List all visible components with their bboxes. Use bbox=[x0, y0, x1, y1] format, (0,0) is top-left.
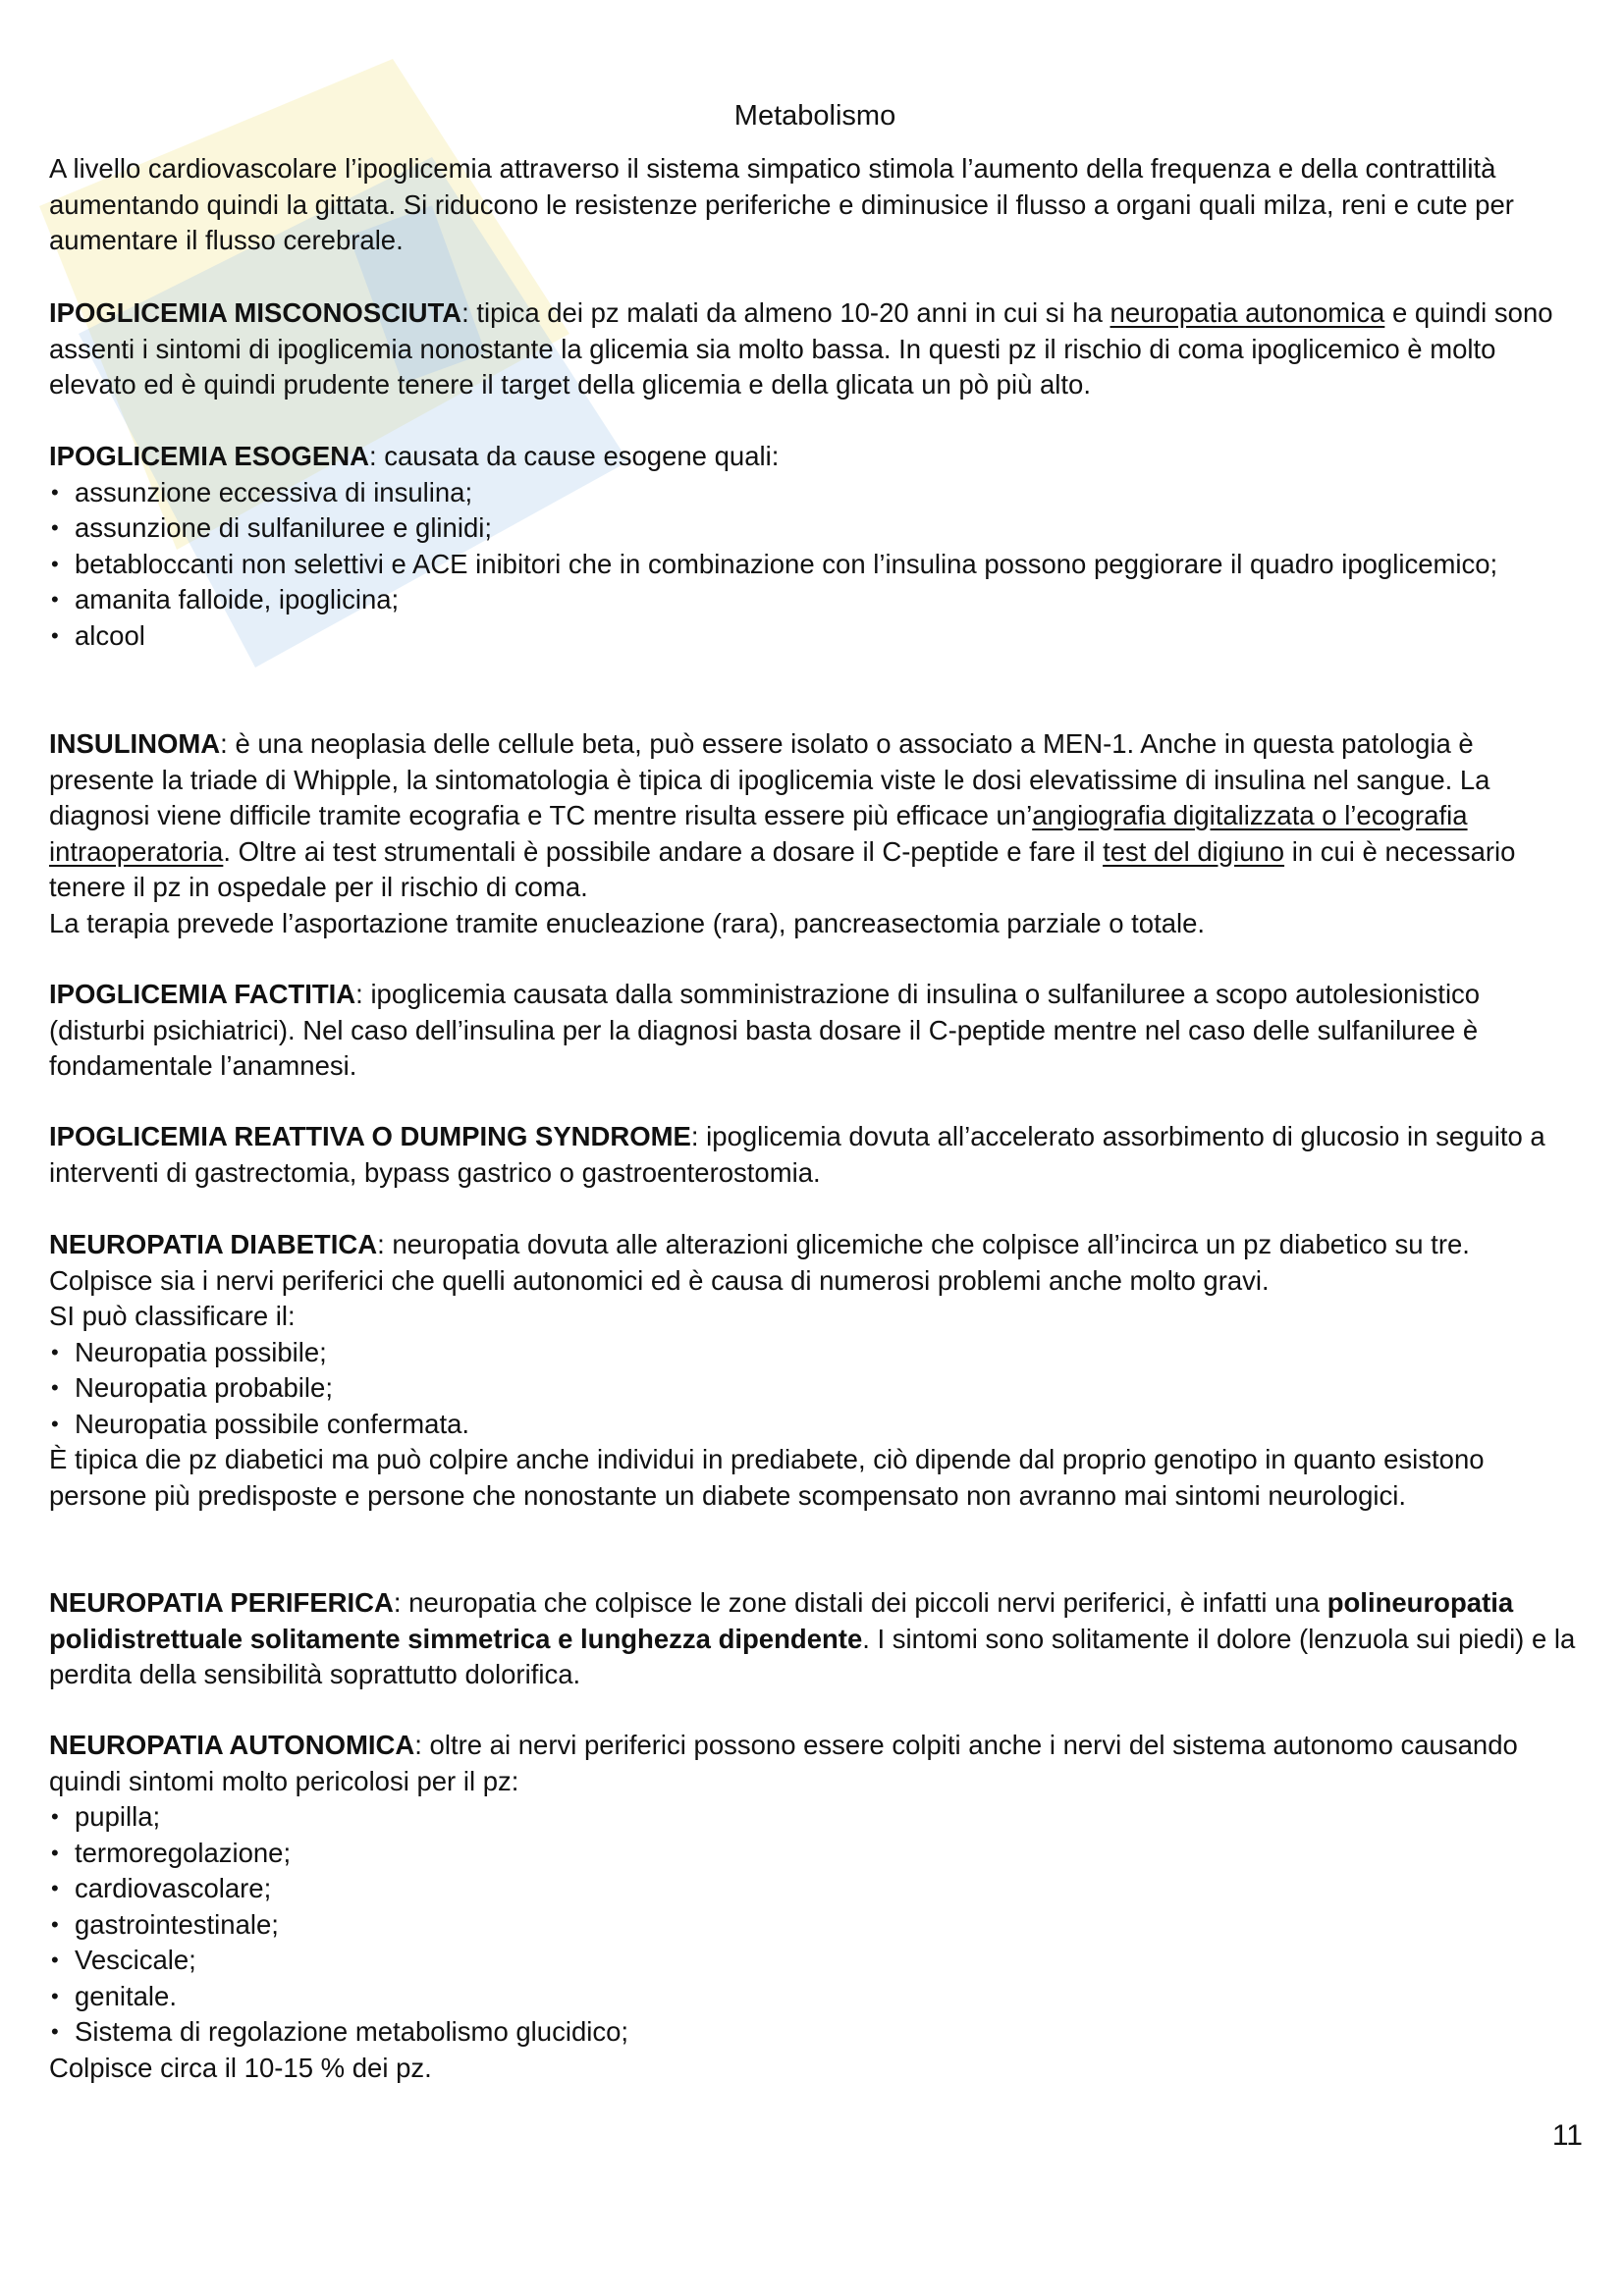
factitia-text-1: : ipoglicemia causata dalla somministrazione di insulina o sulfaniluree a scopo autolesionistico (disturbi psichiatrici). Nel caso dell’insulina per la diagnosi basta dosare il C-peptide mentre nel caso delle sulfaniluree è fondamentale l’anamnesi. bbox=[49, 979, 1481, 1081]
reattiva-text-1: : ipoglicemia dovuta all’accelerato assorbimento di glucosio in seguito a interventi di gastrectomia, bypass gastrico o gastroenterostomia. bbox=[49, 1121, 1545, 1188]
insulinoma-heading: INSULINOMA bbox=[49, 728, 221, 759]
diabetica-heading: NEUROPATIA DIABETICA bbox=[49, 1229, 378, 1259]
misconosciuta-paragraph bbox=[49, 295, 1581, 403]
section-neuropatia-periferica bbox=[49, 1585, 1581, 1693]
autonomica-list bbox=[49, 1799, 1581, 2051]
list-item: • Neuropatia probabile; bbox=[49, 1370, 1581, 1407]
diabetica-paragraph bbox=[49, 1227, 1581, 1299]
insulinoma-underlined-2: test del digiuno bbox=[1103, 835, 1285, 867]
insulinoma-underlined-1: angiografia digitalizzata o l’ecografia intraoperatoria bbox=[49, 800, 1468, 867]
insulinoma-text-1: : è una neoplasia delle cellule beta, può essere isolato o associato a MEN-1. Anche in questa patologia è presente la triade di Whipple, la sintomatologia è tipica di ipoglicemia viste le dosi elevatissime di insulina nel sangue. La diagnosi viene difficile tramite ecografia e TC mentre risulta essere più efficace un’ bbox=[49, 728, 1490, 830]
misconosciuta-heading: IPOGLICEMIA MISCONOSCIUTA bbox=[49, 297, 462, 328]
intro-text: A livello cardiovascolare l’ipoglicemia attraverso il sistema simpatico stimola l’aumento della frequenza e della contrattilità aumentando quindi la gittata. Si riducono le resistenze periferiche e diminusice il flusso a organi quali milza, reni e cute per aumentare il flusso cerebrale. bbox=[49, 153, 1514, 255]
insulinoma-text-3: in cui è necessario tenere il pz in ospedale per il rischio di coma. bbox=[49, 835, 1516, 902]
list-item: • genitale. bbox=[49, 1979, 1581, 2015]
section-ipoglicemia-factitia bbox=[49, 977, 1581, 1085]
section-insulinoma bbox=[49, 726, 1581, 941]
list-item: • betabloccanti non selettivi e ACE inibitori che in combinazione con l’insulina possono peggiorare il quadro ipoglicemico; bbox=[49, 547, 1581, 583]
list-item: • cardiovascolare; bbox=[49, 1871, 1581, 1907]
esogena-list bbox=[49, 475, 1581, 655]
insulinoma-text-2: . Oltre ai test strumentali è possibile andare a dosare il C-peptide e fare il bbox=[223, 835, 1104, 867]
periferica-bold: polineuropatia polidistrettuale solitamente simmetrica e lunghezza dipendente bbox=[49, 1587, 1514, 1654]
periferica-text-1: : neuropatia che colpisce le zone distali dei piccoli nervi periferici, è infatti una bbox=[393, 1587, 1327, 1618]
diabetica-note: È tipica die pz diabetici ma può colpire anche individui in prediabete, ciò dipende dal proprio genotipo in quanto esistono persone più predisposte e persone che nonostante un diabete scompensato non avranno mai sintomi neurologici. bbox=[49, 1444, 1485, 1511]
section-ipoglicemia-misconosciuta bbox=[49, 295, 1581, 403]
autonomica-summary: Colpisce circa il 10-15 % dei pz. bbox=[49, 2052, 432, 2083]
esogena-text-1: : causata da cause esogene quali: bbox=[368, 441, 780, 471]
list-item: • assunzione eccessiva di insulina; bbox=[49, 475, 1581, 511]
list-item: • Vescicale; bbox=[49, 1943, 1581, 1979]
intro-paragraph bbox=[49, 151, 1581, 259]
misconosciuta-text-1: : tipica dei pz malati da almeno 10-20 anni in cui si ha bbox=[461, 297, 1110, 328]
reattiva-paragraph bbox=[49, 1119, 1581, 1191]
insulinoma-paragraph bbox=[49, 726, 1581, 906]
list-item: • gastrointestinale; bbox=[49, 1907, 1581, 1944]
section-neuropatia-diabetica bbox=[49, 1227, 1581, 1514]
periferica-heading: NEUROPATIA PERIFERICA bbox=[49, 1587, 394, 1618]
list-item: • termoregolazione; bbox=[49, 1836, 1581, 1872]
diabetica-list bbox=[49, 1335, 1581, 1443]
page-title: Metabolismo bbox=[733, 100, 896, 132]
list-item: • assunzione di sulfaniluree e glinidi; bbox=[49, 510, 1581, 547]
list-item: • amanita falloide, ipoglicina; bbox=[49, 582, 1581, 618]
autonomica-paragraph bbox=[49, 1728, 1581, 1799]
esogena-heading: IPOGLICEMIA ESOGENA bbox=[49, 441, 369, 471]
list-item: • alcool bbox=[49, 618, 1581, 655]
list-item: • Sistema di regolazione metabolismo glucidico; bbox=[49, 2014, 1581, 2051]
esogena-intro bbox=[49, 439, 1581, 475]
diabetica-text-1: : neuropatia dovuta alle alterazioni glicemiche che colpisce all’incirca un pz diabetico su tre. Colpisce sia i nervi periferici che quelli autonomici ed è causa di numerosi problemi anche molto gravi. bbox=[49, 1229, 1470, 1296]
list-item: • Neuropatia possibile confermata. bbox=[49, 1407, 1581, 1443]
periferica-paragraph bbox=[49, 1585, 1581, 1693]
list-item: • pupilla; bbox=[49, 1799, 1581, 1836]
periferica-text-2: . I sintomi sono solitamente il dolore (lenzuola sui piedi) e la perdita della sensibilità soprattutto dolorifica. bbox=[49, 1623, 1576, 1689]
list-item: • Neuropatia possibile; bbox=[49, 1335, 1581, 1371]
section-neuropatia-autonomica bbox=[49, 1728, 1581, 2086]
section-ipoglicemia-esogena bbox=[49, 439, 1581, 654]
page-number: 11 bbox=[1551, 2119, 1583, 2152]
reattiva-heading: IPOGLICEMIA REATTIVA O DUMPING SYNDROME bbox=[49, 1121, 691, 1151]
factitia-paragraph bbox=[49, 977, 1581, 1085]
insulinoma-therapy: La terapia prevede l’asportazione tramite enucleazione (rara), pancreasectomia parziale o totale. bbox=[49, 907, 1206, 938]
diabetica-classification: SI può classificare il: bbox=[49, 1301, 296, 1331]
autonomica-text-1: : oltre ai nervi periferici possono essere colpiti anche i nervi del sistema autonomo causando quindi sintomi molto pericolosi per il pz: bbox=[49, 1730, 1518, 1796]
misconosciuta-text-2: e quindi sono assenti i sintomi di ipoglicemia nonostante la glicemia sia molto bassa. In questi pz il rischio di coma ipoglicemico è molto elevato ed è quindi prudente tenere il target della glicemia e della glicata un pò più alto. bbox=[49, 297, 1553, 400]
autonomica-heading: NEUROPATIA AUTONOMICA bbox=[49, 1730, 415, 1760]
section-ipoglicemia-reattiva bbox=[49, 1119, 1581, 1191]
factitia-heading: IPOGLICEMIA FACTITIA bbox=[49, 979, 356, 1009]
misconosciuta-underlined: neuropatia autonomica bbox=[1110, 297, 1385, 328]
